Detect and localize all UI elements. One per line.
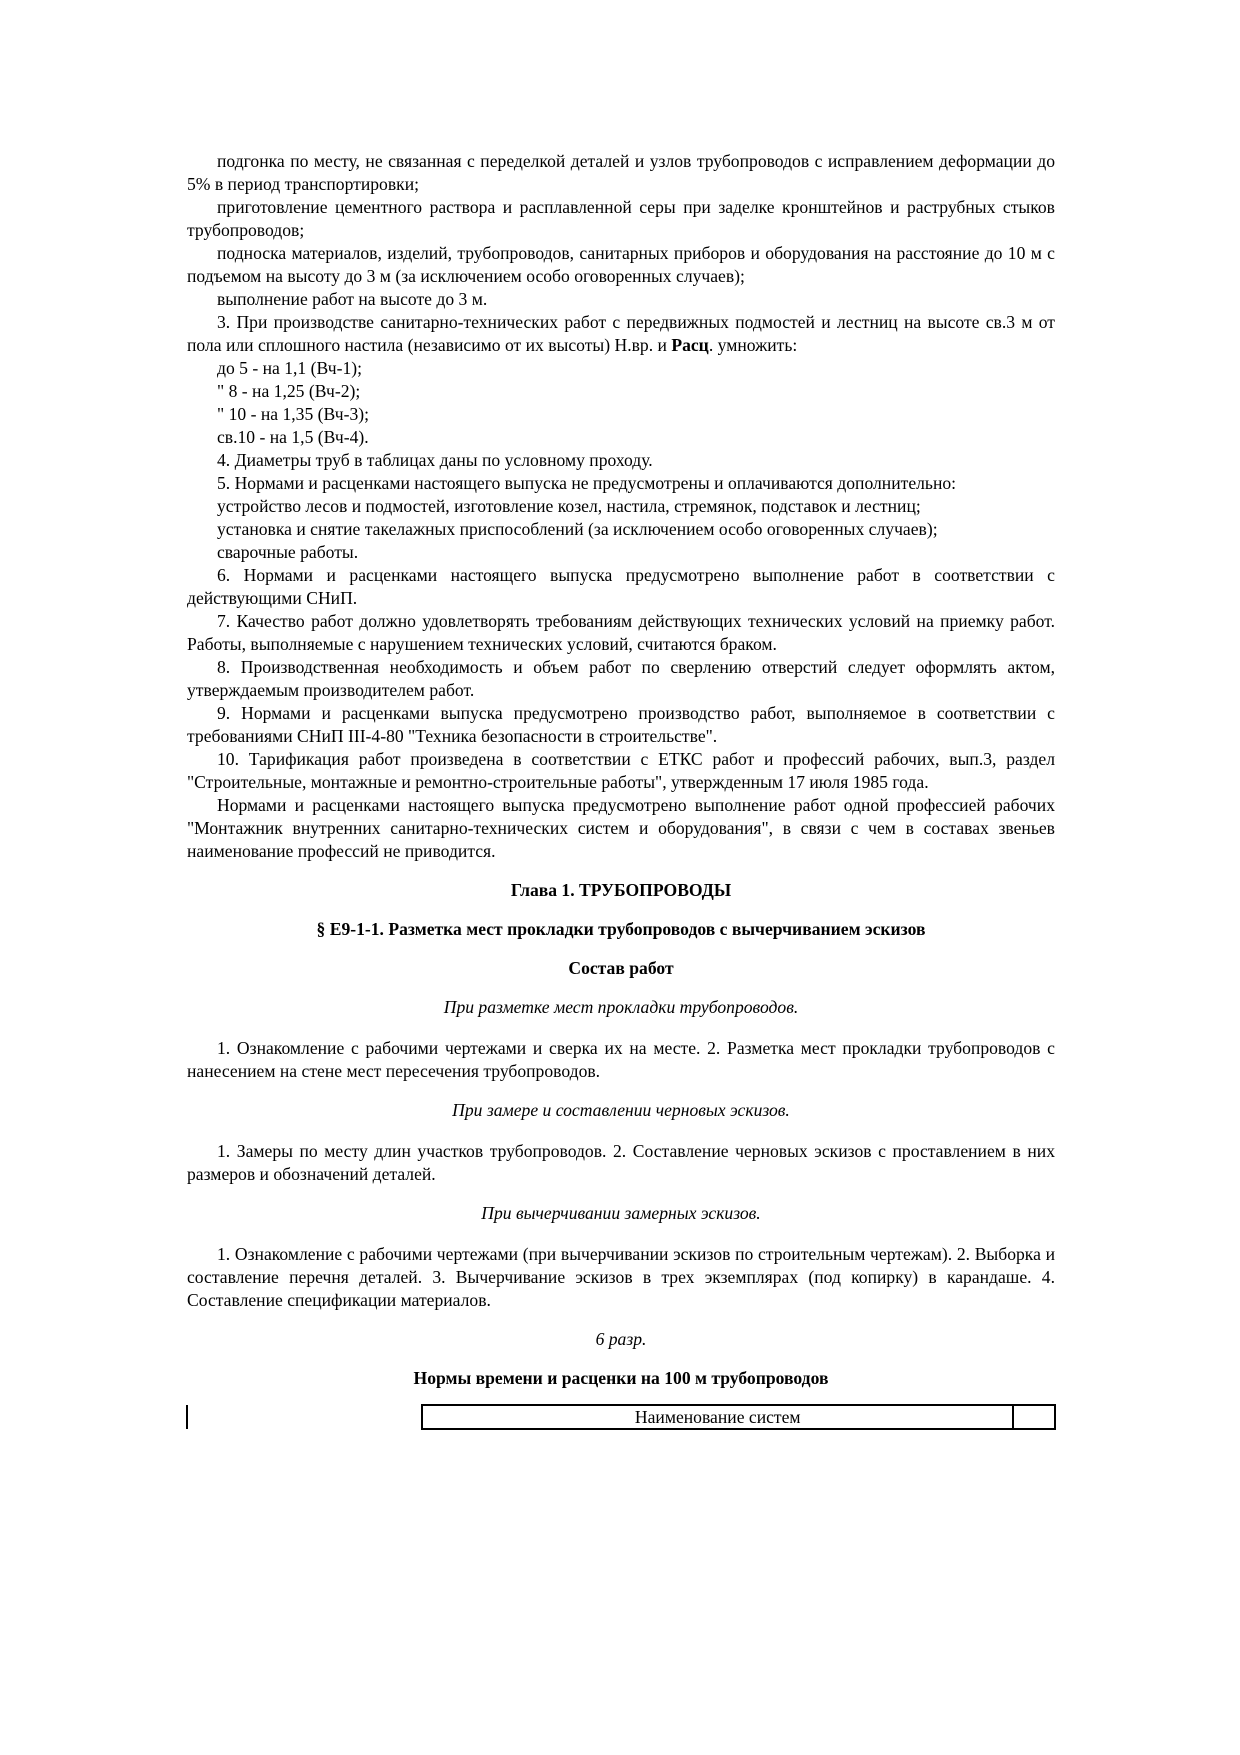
table-cell-empty [1013, 1405, 1055, 1429]
subsection-title: При замере и составлении черновых эскизов. [452, 1100, 790, 1120]
section-title: § Е9-1-1. Разметка мест прокладки трубопроводов с вычерчиванием эскизов [316, 919, 926, 939]
note-paragraph: подноска материалов, изделий, трубопроводов, санитарных приборов и оборудования на расстояние до 10 м с подъемом на высоту до 3 м (за исключением особо оговоренных случаев); [187, 243, 1055, 286]
subsection-text: 1. Замеры по месту длин участков трубопроводов. 2. Составление черновых эскизов с проставлением в них размеров и обозначений деталей. [187, 1141, 1055, 1184]
subsection-title: При вычерчивании замерных эскизов. [481, 1203, 761, 1223]
item-3-paragraph [187, 311, 1055, 357]
table-row [187, 1405, 1055, 1429]
subsection-title: При разметке мест прокладки трубопроводов. [443, 997, 799, 1017]
norms-table [186, 1404, 1056, 1430]
norms-title: Нормы времени и расценки на 100 м трубопроводов [413, 1368, 829, 1388]
profession-paragraph: Нормами и расценками настоящего выпуска предусмотрено выполнение работ одной профессией рабочих "Монтажник внутренних санитарно-технических систем и оборудования", в связи с чем в составах звеньев наименование профессий не приводится. [187, 795, 1055, 861]
multiplier-line: до 5 - на 1,1 (Вч-1); [217, 358, 363, 378]
subsection-text: 1. Ознакомление с рабочими чертежами (при вычерчивании эскизов по строительным чертежам). 2. Выборка и составление перечня деталей. 3. Вычерчивание эскизов в трех экземплярах (под копирку) в карандаше. 4. Составление спецификации материалов. [187, 1244, 1055, 1310]
item-6-paragraph: 6. Нормами и расценками настоящего выпуска предусмотрено выполнение работ в соответствии с действующими СНиП. [187, 565, 1055, 608]
multiplier-line: " 8 - на 1,25 (Вч-2); [217, 381, 361, 401]
item-9-paragraph: 9. Нормами и расценками выпуска предусмотрено производство работ, выполняемое в соответствии с требованиями СНиП III-4-80 "Техника безопасности в строительстве". [187, 703, 1055, 746]
item-5-list-entry: устройство лесов и подмостей, изготовление козел, настила, стремянок, подставок и лестниц; [217, 496, 921, 516]
item-5-list-entry: сварочные работы. [217, 542, 359, 562]
document-page [187, 150, 1055, 1430]
table-header-systems: Наименование систем [422, 1405, 1013, 1429]
grade-label: 6 разр. [595, 1329, 647, 1349]
multiplier-line: св.10 - на 1,5 (Вч-4). [217, 427, 369, 447]
item-5-paragraph: 5. Нормами и расценками настоящего выпуска не предусмотрены и оплачиваются дополнительно: [217, 473, 957, 493]
note-paragraph: приготовление цементного раствора и расплавленной серы при заделке кронштейнов и раструбных стыков трубопроводов; [187, 197, 1055, 240]
note-paragraph: подгонка по месту, не связанная с переделкой деталей и узлов трубопроводов с исправлением деформации до 5% в период транспортировки; [187, 151, 1055, 194]
item-4-paragraph: 4. Диаметры труб в таблицах даны по условному проходу. [217, 450, 653, 470]
item-3-tail: . умножить: [708, 335, 798, 355]
table-cell-empty [187, 1405, 422, 1429]
chapter-title: Глава 1. ТРУБОПРОВОДЫ [510, 880, 732, 900]
item-3-bold: Расц [671, 335, 709, 355]
note-paragraph: выполнение работ на высоте до 3 м. [217, 289, 488, 309]
item-8-paragraph: 8. Производственная необходимость и объем работ по сверлению отверстий следует оформлять актом, утверждаемым производителем работ. [187, 657, 1055, 700]
multiplier-line: " 10 - на 1,35 (Вч-3); [217, 404, 370, 424]
item-5-list-entry: установка и снятие такелажных приспособлений (за исключением особо оговоренных случаев); [217, 519, 938, 539]
item-7-paragraph: 7. Качество работ должно удовлетворять требованиям действующих технических условий на приемку работ. Работы, выполняемые с нарушением технических условий, считаются браком. [187, 611, 1055, 654]
item-10-paragraph: 10. Тарификация работ произведена в соответствии с ЕТКС работ и профессий рабочих, вып.3, раздел "Строительные, монтажные и ремонтно-строительные работы", утвержденным 17 июля 1985 года. [187, 749, 1055, 792]
work-composition-title: Состав работ [568, 958, 674, 978]
item-3-text: 3. При производстве санитарно-технических работ с передвижных подмостей и лестниц на высоте св.3 м от пола или сплошного настила (независимо от их высоты) Н.вр. и [187, 312, 1055, 355]
subsection-text: 1. Ознакомление с рабочими чертежами и сверка их на месте. 2. Разметка мест прокладки трубопроводов с нанесением на стене мест пересечения трубопроводов. [187, 1038, 1055, 1081]
